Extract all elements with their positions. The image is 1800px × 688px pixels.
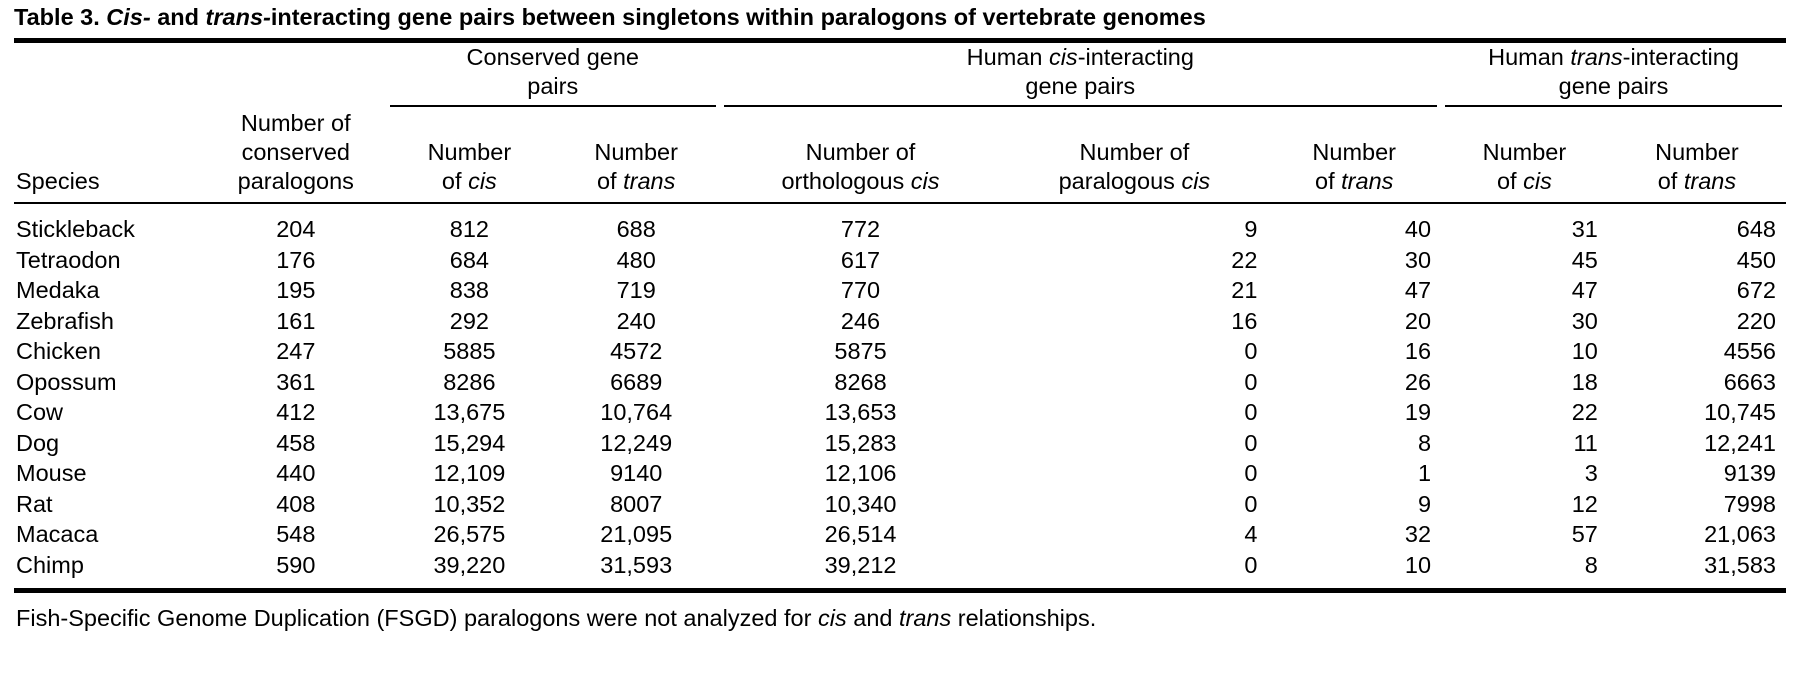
cell-htrans_trans: 6663 [1723,368,1776,395]
table-3 [14,43,1786,202]
cell-hcis_orthologous: 772 [840,216,881,242]
cell-n_conserved_paralogons: 408 [276,490,316,517]
column-header-hcis-paralogous: Number of paralogous cis [1058,139,1211,194]
cell-cgp_trans: 8007 [610,490,663,517]
cell-htrans_trans: 7998 [1723,490,1776,517]
cell-species: Zebrafish [16,307,114,334]
column-header-row [14,109,1786,202]
cell-hcis_trans: 20 [1404,307,1432,334]
cell-cgp_trans: 31,593 [600,551,673,578]
cell-cgp_cis: 26,575 [433,521,506,547]
cell-hcis_orthologous: 5875 [834,338,887,364]
cell-hcis_orthologous: 770 [840,277,881,303]
table-row [14,397,1786,428]
table-footnote [14,593,1786,633]
cell-hcis_orthologous: 12,106 [824,460,897,486]
cell-cgp_trans: 21,095 [600,521,673,547]
cell-cgp_cis: 13,675 [433,399,506,425]
cell-cgp_cis: 10,352 [433,490,506,517]
cell-cgp_cis: 39,220 [433,551,506,578]
table-row [14,245,1786,276]
column-header-hcis-orthologous: Number of orthologous cis [781,139,940,194]
cell-hcis_orthologous: 13,653 [824,399,897,425]
spacer-cell [206,43,386,109]
cell-species: Chimp [16,551,84,578]
italic-run: trans [899,605,952,631]
cell-htrans_cis: 22 [1571,399,1598,425]
cell-species: Stickleback [16,216,135,242]
text-run: and [150,4,206,30]
column-header-cgp-cis: Number of cis [427,139,512,194]
cell-htrans_cis: 10 [1571,338,1598,364]
cell-cgp_cis: 15,294 [433,429,506,456]
cell-htrans_trans: 672 [1736,277,1776,303]
cell-species: Cow [16,399,64,425]
table-row [14,306,1786,337]
cell-htrans_cis: 3 [1584,460,1598,486]
cell-hcis_paralogous: 0 [1244,429,1258,456]
cell-htrans_cis: 57 [1571,521,1598,547]
column-header-htrans-cis: Number of cis [1482,139,1567,194]
cell-hcis_trans: 10 [1404,551,1432,578]
cell-htrans_cis: 31 [1571,216,1598,242]
cell-htrans_trans: 31,583 [1704,551,1776,578]
cell-hcis_trans: 40 [1404,216,1432,242]
table-row [14,428,1786,459]
cell-cgp_cis: 838 [449,277,489,303]
cell-hcis_paralogous: 21 [1231,277,1258,303]
group-header-human-trans [1441,43,1786,109]
spacer-row [14,204,1786,214]
cell-cgp_trans: 240 [616,307,656,334]
text-run: interacting gene pairs between singletons within paralogons of vertebrate genomes [270,4,1206,30]
cell-htrans_trans: 21,063 [1704,521,1776,547]
cell-cgp_trans: 4572 [610,338,663,364]
cell-species: Macaca [16,521,99,547]
cell-cgp_trans: 9140 [610,460,663,486]
cell-htrans_cis: 12 [1571,490,1598,517]
cell-htrans_trans: 12,241 [1704,429,1776,456]
cell-species: Rat [16,490,53,517]
cell-n_conserved_paralogons: 247 [276,338,316,364]
table-caption-text [106,4,1206,30]
cell-species: Opossum [16,368,117,395]
cell-cgp_cis: 12,109 [433,460,506,486]
cell-n_conserved_paralogons: 548 [276,521,316,547]
cell-hcis_paralogous: 16 [1231,307,1258,334]
cell-species: Mouse [16,460,87,486]
table-row [14,336,1786,367]
table-3-body-wrap [14,204,1786,588]
cell-hcis_orthologous: 26,514 [824,521,897,547]
cell-n_conserved_paralogons: 412 [276,399,316,425]
cell-n_conserved_paralogons: 161 [276,307,316,334]
text-run: Fish-Specific Genome Duplication (FSGD) paralogons were not analyzed for [16,605,818,631]
column-header-cgp-trans: Number of trans [594,139,678,194]
cell-htrans_cis: 47 [1571,277,1598,303]
cell-htrans_trans: 9139 [1723,460,1776,486]
italic-run: Cis- [106,4,151,30]
group-header-human-trans-label: Human trans-interacting gene pairs [1445,43,1782,107]
cell-species: Tetraodon [16,246,121,273]
cell-htrans_trans: 220 [1736,307,1776,334]
cell-n_conserved_paralogons: 440 [276,460,316,486]
cell-cgp_trans: 6689 [610,368,663,395]
cell-n_conserved_paralogons: 458 [276,429,316,456]
cell-hcis_paralogous: 0 [1244,338,1258,364]
cell-cgp_trans: 12,249 [600,429,673,456]
cell-hcis_trans: 16 [1404,338,1432,364]
cell-hcis_orthologous: 617 [840,246,881,273]
italic-run: cis [817,605,847,631]
cell-htrans_trans: 648 [1736,216,1776,242]
cell-htrans_trans: 450 [1736,246,1776,273]
group-header-human-cis [720,43,1441,109]
column-header-n-conserved-paralogons: Number of conserved paralogons [237,110,354,194]
cell-species: Dog [16,429,60,456]
cell-htrans_cis: 18 [1571,368,1598,395]
cell-hcis_orthologous: 15,283 [824,429,897,456]
cell-hcis_orthologous: 10,340 [824,490,897,517]
cell-hcis_paralogous: 0 [1244,460,1258,486]
cell-htrans_trans: 4556 [1723,338,1776,364]
table-caption-label: Table 3. [14,4,100,30]
cell-hcis_trans: 8 [1417,429,1432,456]
cell-htrans_cis: 8 [1584,551,1598,578]
group-header-human-cis-label: Human cis-interacting gene pairs [724,43,1437,107]
cell-htrans_trans: 10,745 [1704,399,1776,425]
cell-species: Chicken [16,338,101,364]
cell-hcis_paralogous: 0 [1244,368,1258,395]
column-header-hcis-trans: Number of trans [1312,139,1396,194]
cell-hcis_trans: 26 [1404,368,1432,395]
table-row [14,367,1786,398]
table-row [14,550,1786,581]
cell-htrans_cis: 11 [1573,429,1598,456]
cell-hcis_trans: 32 [1404,521,1432,547]
table-row [14,214,1786,245]
cell-cgp_trans: 719 [616,277,656,303]
cell-cgp_cis: 812 [449,216,489,242]
cell-cgp_trans: 480 [616,246,656,273]
column-header-species: Species [16,168,100,194]
group-header-row [14,43,1786,109]
cell-n_conserved_paralogons: 176 [276,246,316,273]
cell-cgp_trans: 688 [616,216,656,242]
italic-run: trans- [205,4,271,30]
cell-hcis_trans: 1 [1417,460,1432,486]
cell-n_conserved_paralogons: 204 [276,216,316,242]
spacer-row [14,580,1786,588]
table-body [14,204,1786,588]
spacer-cell [14,43,206,109]
cell-hcis_trans: 30 [1404,246,1432,273]
cell-hcis_orthologous: 39,212 [824,551,897,578]
cell-cgp_cis: 684 [449,246,489,273]
cell-hcis_orthologous: 8268 [834,368,887,395]
cell-hcis_paralogous: 4 [1244,521,1258,547]
cell-hcis_trans: 9 [1417,490,1432,517]
cell-hcis_trans: 47 [1404,277,1432,303]
table-row [14,489,1786,520]
cell-n_conserved_paralogons: 361 [276,368,316,395]
cell-hcis_paralogous: 0 [1244,551,1258,578]
cell-hcis_paralogous: 0 [1244,490,1258,517]
table-caption [14,0,1786,38]
text-run: relationships. [951,605,1097,631]
cell-hcis_paralogous: 9 [1244,216,1258,242]
cell-n_conserved_paralogons: 590 [276,551,316,578]
table-header [14,43,1786,202]
cell-htrans_cis: 30 [1571,307,1598,334]
cell-htrans_cis: 45 [1571,246,1598,273]
cell-species: Medaka [16,277,100,303]
cell-n_conserved_paralogons: 195 [276,277,316,303]
column-header-htrans-trans: Number of trans [1655,139,1739,194]
cell-cgp_cis: 5885 [443,338,496,364]
text-run: and [846,605,899,631]
table-row [14,275,1786,306]
table-row [14,519,1786,550]
cell-hcis_paralogous: 22 [1231,246,1258,273]
cell-hcis_orthologous: 246 [840,307,881,334]
table-row [14,458,1786,489]
group-header-conserved-gene-pairs [386,43,720,109]
cell-hcis_trans: 19 [1404,399,1432,425]
cell-hcis_paralogous: 0 [1244,399,1258,425]
cell-cgp_cis: 8286 [443,368,496,395]
cell-cgp_trans: 10,764 [600,399,673,425]
cell-cgp_cis: 292 [449,307,489,334]
group-header-conserved-gene-pairs-label: Conserved gene pairs [390,43,716,107]
